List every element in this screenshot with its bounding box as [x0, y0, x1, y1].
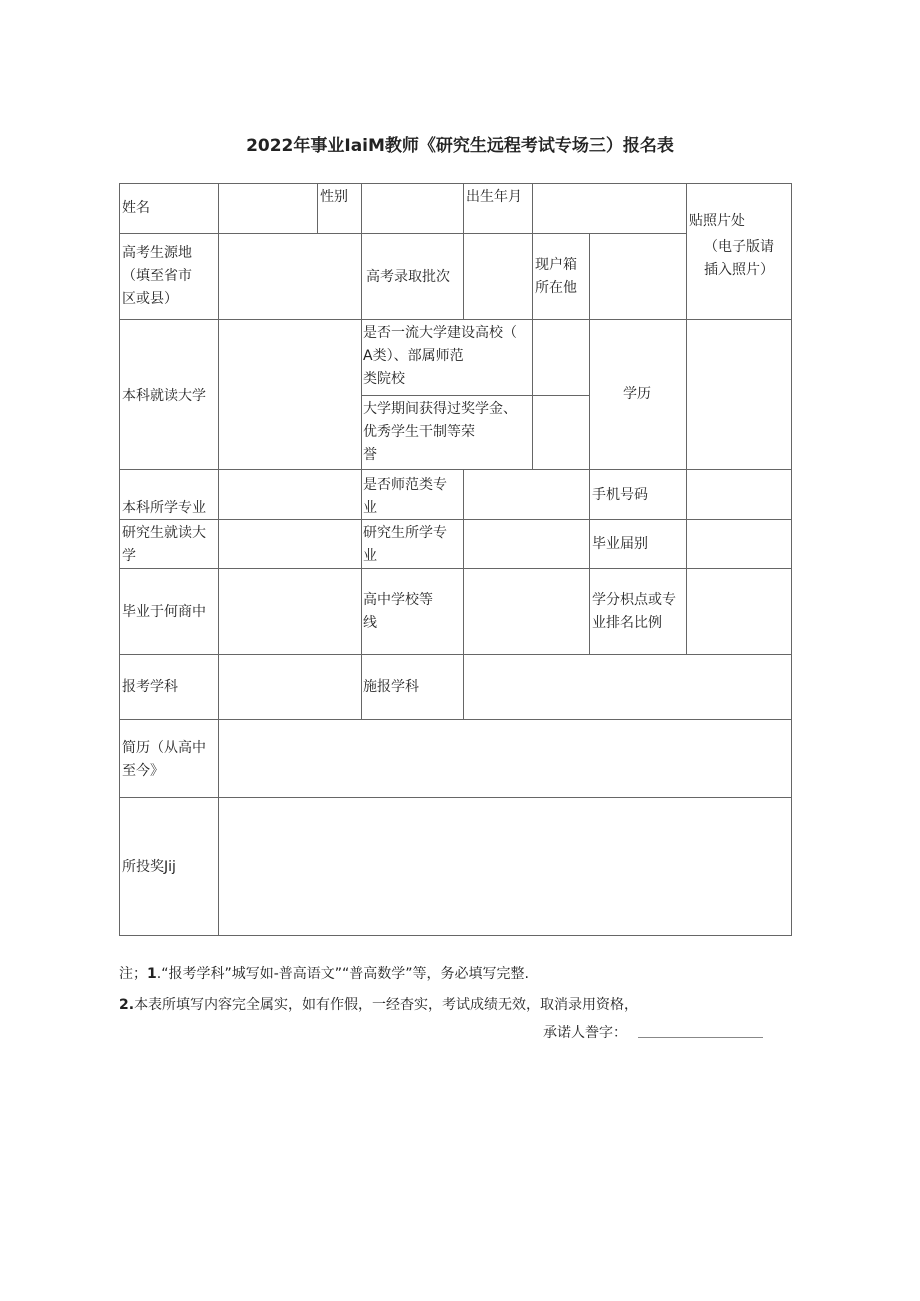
birth-date-label: 出生年月	[466, 189, 522, 205]
exam-subject-field[interactable]	[219, 655, 361, 719]
note-2-text: 本表所填写内容完全属实，如有作假，一经杳实，考试成绩无效，取消录用资格，	[134, 997, 639, 1013]
teach-subject-field[interactable]	[464, 655, 791, 719]
university-field[interactable]	[219, 320, 361, 469]
scholarship-label: 大学期间获得过奖学金、 优秀学生干制等荣 誉	[363, 401, 517, 463]
photo-area-label: 贴照片处	[689, 213, 745, 229]
double-first-class-field[interactable]	[533, 320, 589, 395]
university-label: 本科就读大学	[122, 388, 206, 404]
household-registration-label: 现户箱 所在他	[535, 257, 577, 296]
undergrad-major-label: 本科所学专业	[122, 500, 206, 516]
exam-subject-label: 报考学科	[122, 679, 178, 695]
scholarship-field[interactable]	[533, 396, 589, 469]
double-first-class-label: 是否一流大学建设高校（ A类）、部属师范 类院校	[363, 325, 517, 387]
gpa-rank-field[interactable]	[687, 569, 791, 654]
high-school-level-label: 高中学校等 线	[363, 592, 433, 631]
degree-label: 学历	[623, 386, 651, 402]
awards-field[interactable]	[219, 798, 791, 935]
admission-batch-label: 高考录取批次	[366, 269, 450, 285]
form-title: 2022年事业IaiM教师《研究生远程考试专场三）报名表	[246, 136, 674, 156]
gpa-rank-label: 学分枳点或专 业排名比例	[592, 592, 676, 631]
table-border-left	[119, 183, 120, 936]
high-school-level-field[interactable]	[464, 569, 589, 654]
gender-label: 性别	[320, 189, 348, 205]
graduation-year-label: 毕业届别	[592, 536, 648, 552]
normal-major-field[interactable]	[464, 470, 589, 519]
resume-label: 简历（从高中 至今》	[122, 740, 206, 779]
note-2-number: 2.	[119, 997, 135, 1013]
high-school-label: 毕业于何商中	[122, 604, 206, 620]
exam-origin-label: 高考生源地 （填至省市 区或县）	[122, 245, 192, 307]
undergrad-major-field[interactable]	[219, 470, 361, 519]
admission-batch-field[interactable]	[464, 234, 532, 319]
note-1-number: 1	[147, 966, 157, 982]
column-divider	[589, 319, 590, 654]
signature-label: 承诺人誊字：	[543, 1025, 627, 1041]
table-border-right	[791, 183, 792, 936]
degree-field[interactable]	[687, 320, 791, 469]
grad-major-field[interactable]	[464, 520, 589, 568]
high-school-field[interactable]	[219, 569, 361, 654]
column-divider	[361, 183, 362, 719]
name-label: 姓名	[122, 200, 150, 216]
column-divider	[317, 183, 318, 233]
photo-area-hint: （电子版请 插入照片）	[704, 239, 774, 278]
graduation-year-field[interactable]	[687, 520, 791, 568]
grad-major-label: 研究生所学专 业	[363, 525, 447, 564]
awards-label: 所投奖Jij	[122, 859, 176, 875]
household-field[interactable]	[590, 234, 686, 319]
teach-subject-label: 施报学科	[363, 679, 419, 695]
signature-line[interactable]	[638, 1036, 763, 1038]
normal-major-label: 是否师范类专 业	[363, 477, 447, 516]
note-1-prefix: 注；	[119, 966, 147, 982]
note-1	[119, 964, 529, 984]
note-1-text: .“报考学科”城写如-普高语文”“普高数学”等，务必填写完整.	[156, 966, 529, 982]
phone-field[interactable]	[687, 470, 791, 519]
grad-university-label: 研究生就读大 学	[122, 525, 206, 564]
note-2	[119, 995, 638, 1015]
birth-date-field[interactable]	[533, 184, 686, 233]
photo-field[interactable]	[687, 184, 791, 319]
phone-label: 手机号码	[592, 487, 648, 503]
name-field[interactable]	[219, 184, 317, 233]
grad-university-field[interactable]	[219, 520, 361, 568]
resume-field[interactable]	[219, 720, 791, 797]
exam-origin-field[interactable]	[219, 234, 361, 319]
gender-field[interactable]	[362, 184, 463, 233]
table-border-bottom	[119, 935, 792, 936]
